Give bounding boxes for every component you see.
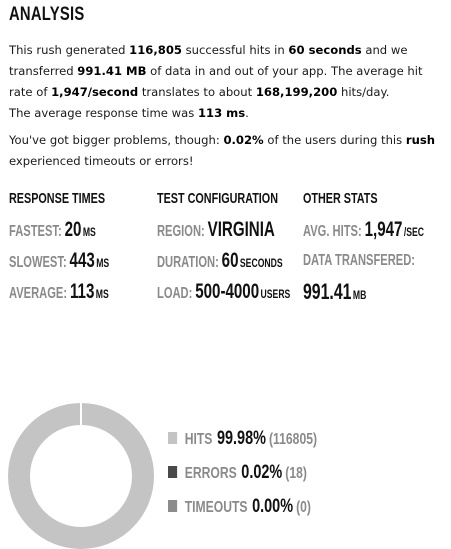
summary-text: and we transferred bbox=[9, 43, 408, 78]
legend-count: (18) bbox=[285, 465, 307, 482]
legend-errors bbox=[168, 459, 317, 493]
hits-per-day-value: 168,199,200 bbox=[255, 85, 338, 99]
problems-text: of the users during this bbox=[263, 133, 406, 147]
stat-unit: MB bbox=[352, 288, 367, 302]
other-stats-heading: OTHER STATS bbox=[303, 190, 378, 207]
hit-rate-value: 1,947/second bbox=[51, 85, 139, 99]
hits-swatch-icon bbox=[168, 432, 177, 444]
donut-segment-hits bbox=[19, 414, 143, 538]
rush-word: rush bbox=[405, 133, 436, 147]
stat-label: DATA TRANSFERED: bbox=[303, 252, 416, 269]
stat-label: REGION: bbox=[157, 223, 205, 240]
summary-text: of data in and out of your app. The average hit rate of bbox=[9, 64, 423, 99]
fastest-row bbox=[9, 214, 109, 245]
response-text: The average response time was bbox=[9, 106, 198, 120]
stat-label: DURATION: bbox=[157, 254, 219, 271]
legend-label: ERRORS bbox=[184, 465, 237, 482]
stat-value: 113 bbox=[69, 280, 95, 303]
avg-response-value: 113 ms bbox=[197, 106, 246, 120]
summary-text: This rush generated bbox=[9, 43, 130, 57]
stat-value: 1,947 bbox=[364, 218, 403, 241]
response-times-heading: RESPONSE TIMES bbox=[9, 190, 106, 207]
stat-unit: /SEC bbox=[403, 225, 425, 239]
stat-label: SLOWEST: bbox=[9, 254, 67, 271]
legend-count: (116805) bbox=[269, 431, 318, 448]
stat-unit: MS bbox=[96, 256, 110, 270]
load-row bbox=[157, 276, 290, 307]
stat-unit: MS bbox=[95, 287, 109, 301]
legend-count: (0) bbox=[296, 499, 311, 516]
data-transfered-label-row bbox=[303, 245, 424, 276]
stat-value: 20 bbox=[64, 218, 82, 241]
summary-text: successful hits in bbox=[181, 43, 289, 57]
problems-text: You've got bigger problems, though: bbox=[9, 133, 224, 147]
summary-text: hits/day. bbox=[337, 85, 390, 99]
stat-value: VIRGINIA bbox=[207, 218, 275, 241]
stats-section bbox=[9, 190, 449, 320]
other-stats-column bbox=[303, 190, 451, 307]
stat-value: 443 bbox=[69, 249, 95, 272]
response-time-paragraph bbox=[9, 103, 445, 124]
donut-segments bbox=[19, 414, 143, 538]
legend-pct: 0.00% bbox=[252, 496, 294, 517]
duration-value: 60 seconds bbox=[288, 43, 362, 57]
stat-value: 991.41 bbox=[303, 279, 352, 304]
data-transfered-value-row bbox=[303, 276, 424, 307]
problems-paragraph bbox=[9, 130, 445, 172]
response-text: . bbox=[245, 106, 249, 120]
stat-unit: USERS bbox=[260, 287, 291, 301]
transfer-value: 991.41 MB bbox=[77, 64, 147, 78]
response-times-column bbox=[9, 190, 148, 307]
donut-legend bbox=[168, 425, 364, 527]
duration-row bbox=[157, 245, 290, 276]
hits-count: 116,805 bbox=[129, 43, 182, 57]
analysis-title: ANALYSIS bbox=[9, 4, 85, 25]
timeouts-swatch-icon bbox=[168, 500, 177, 512]
stat-unit: MS bbox=[82, 225, 96, 239]
avg-hits-row bbox=[303, 214, 424, 245]
legend-hits bbox=[168, 425, 317, 459]
legend-label: TIMEOUTS bbox=[184, 499, 248, 516]
legend-timeouts bbox=[168, 493, 317, 527]
error-pct-value: 0.02% bbox=[223, 133, 264, 147]
problems-text: experienced timeouts or errors! bbox=[9, 154, 194, 168]
legend-pct: 0.02% bbox=[241, 462, 283, 483]
slowest-row bbox=[9, 245, 109, 276]
region-row bbox=[157, 214, 290, 245]
stat-label: FASTEST: bbox=[9, 223, 62, 240]
stat-label: LOAD: bbox=[157, 285, 193, 302]
summary-text: translates to about bbox=[138, 85, 256, 99]
stat-value: 500-4000 bbox=[195, 280, 260, 303]
stat-label: AVG. HITS: bbox=[303, 223, 362, 240]
average-row bbox=[9, 276, 109, 307]
summary-paragraph bbox=[9, 40, 445, 103]
hits-donut-chart bbox=[8, 403, 154, 549]
stat-unit: SECONDS bbox=[239, 256, 283, 270]
legend-label: HITS bbox=[184, 431, 213, 448]
legend-pct: 99.98% bbox=[216, 428, 266, 449]
test-configuration-heading: TEST CONFIGURATION bbox=[157, 190, 278, 207]
errors-swatch-icon bbox=[168, 466, 177, 478]
stat-label: AVERAGE: bbox=[9, 285, 68, 302]
stat-value: 60 bbox=[221, 249, 239, 272]
